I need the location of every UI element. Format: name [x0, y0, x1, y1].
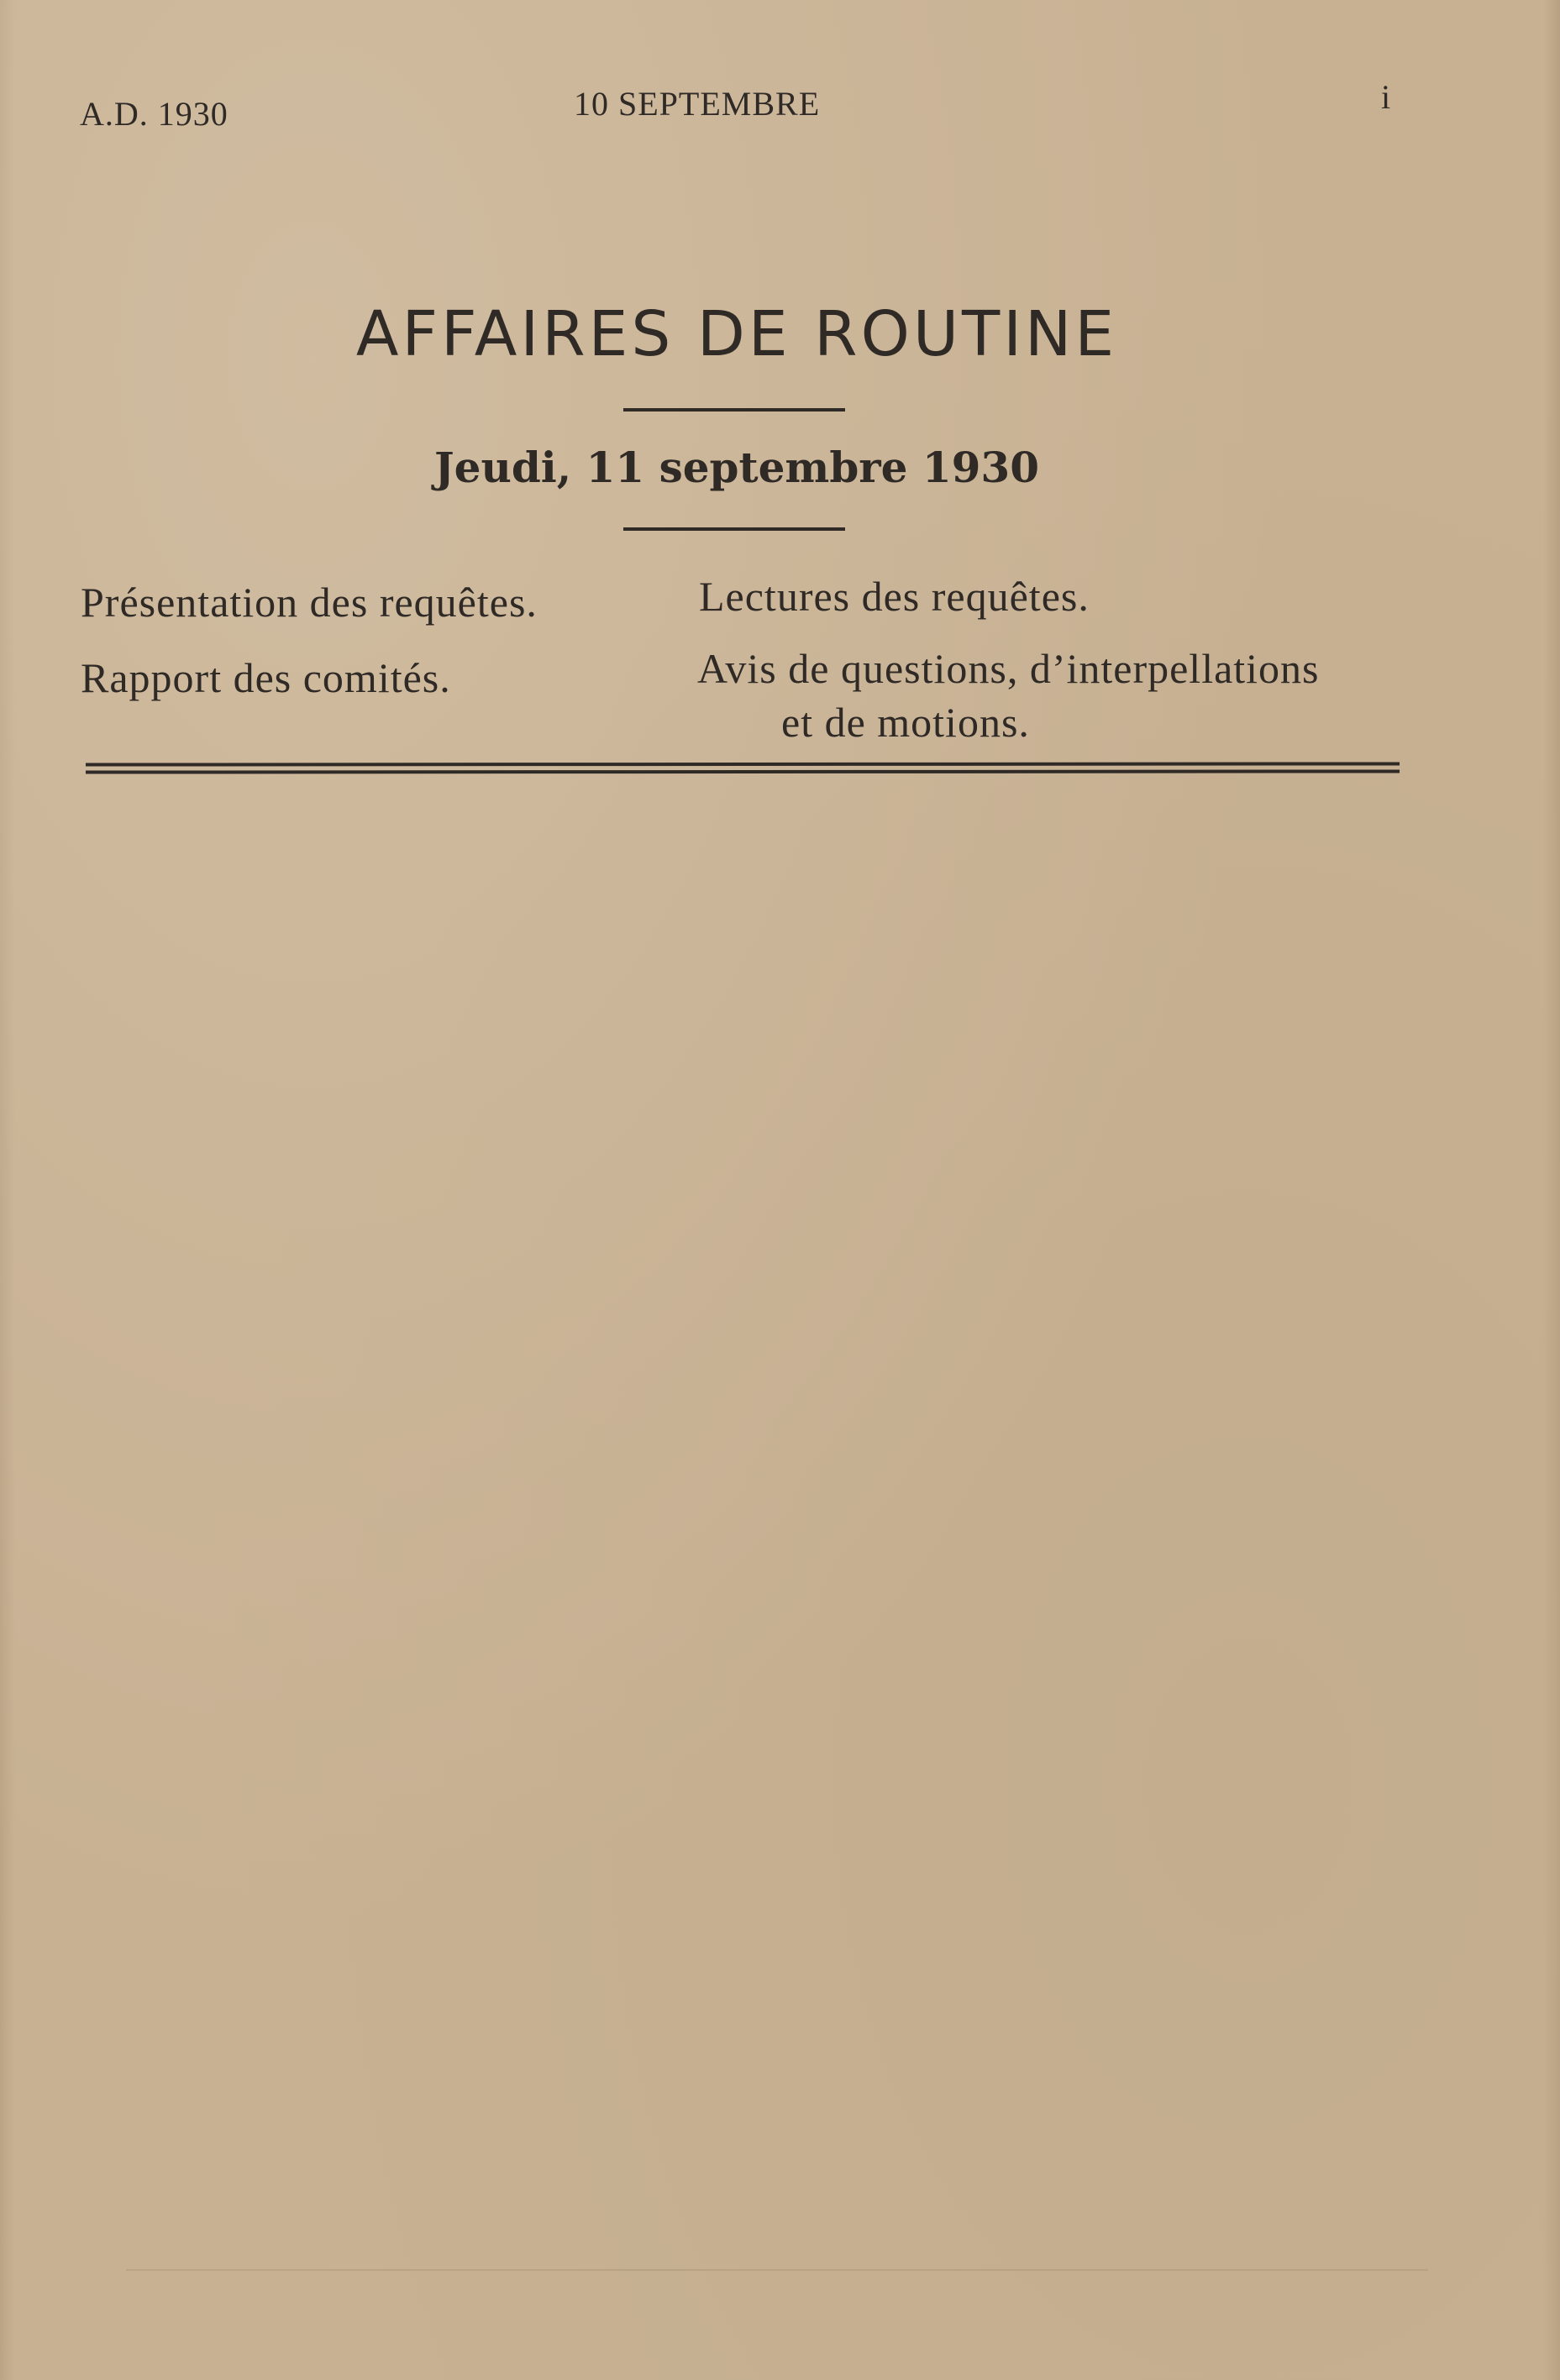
routine-item-avis-line2: et de motions. [781, 699, 1030, 746]
header-year: A.D. 1930 [80, 95, 228, 133]
routine-item-presentation: Présentation des requêtes. [81, 579, 538, 626]
routine-item-avis-line1: Avis de questions, d’interpellations [697, 645, 1320, 692]
page-subtitle: Jeudi, 11 septembre 1930 [434, 443, 1039, 492]
routine-item-avis [697, 642, 1437, 749]
section-double-rule [86, 762, 1400, 773]
routine-item-rapport: Rapport des comités. [81, 654, 451, 701]
page-title: AFFAIRES DE ROUTINE [355, 298, 1118, 370]
title-divider [623, 408, 845, 412]
bleed-through-line [126, 2269, 1428, 2271]
header-date: 10 SEPTEMBRE [574, 85, 821, 123]
subtitle-divider [623, 527, 845, 531]
page-number: i [1381, 78, 1392, 116]
routine-item-lectures: Lectures des requêtes. [699, 573, 1090, 620]
